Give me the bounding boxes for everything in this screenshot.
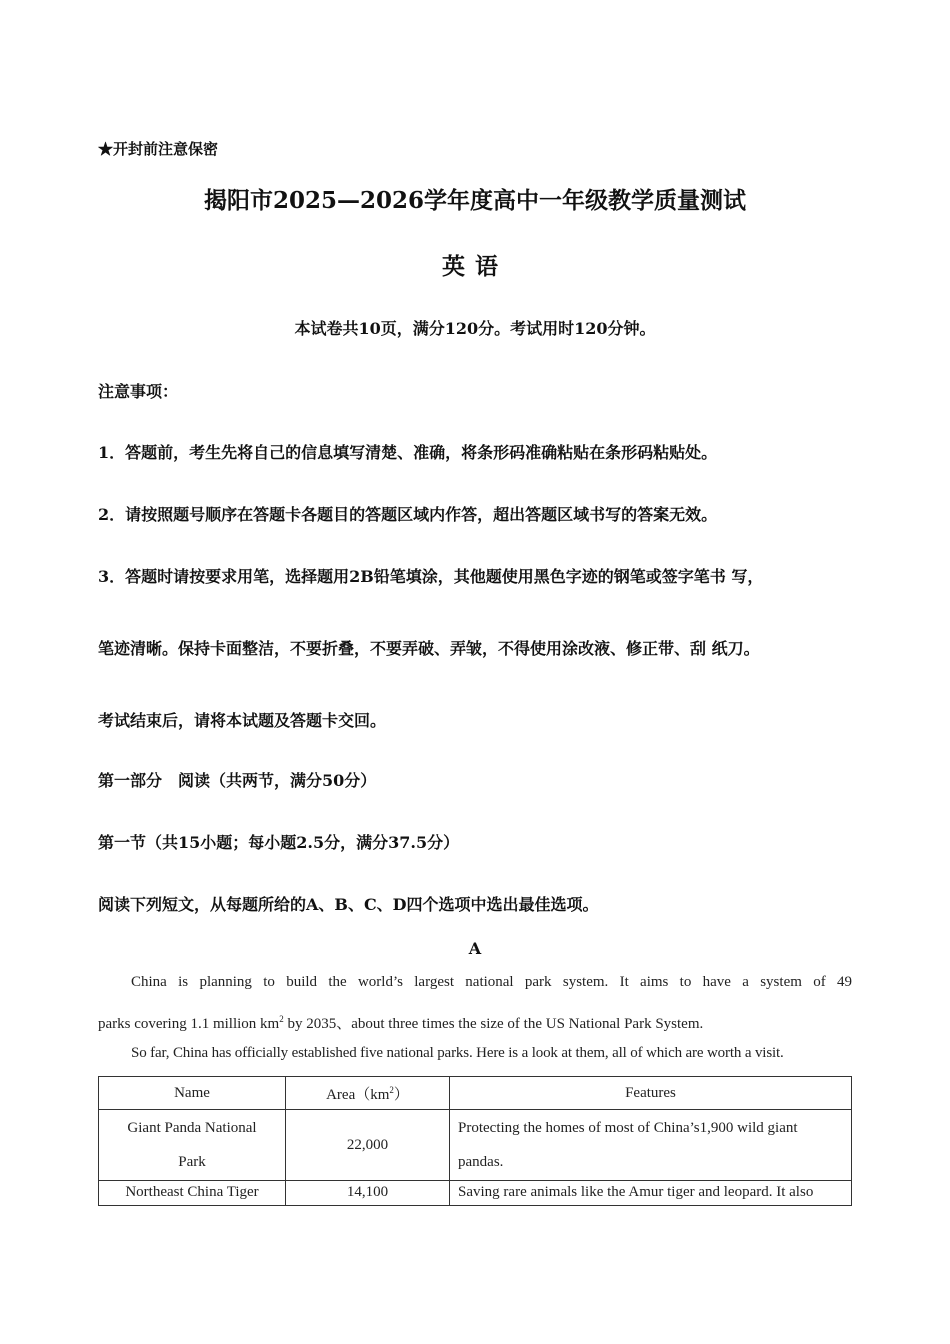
part-one-heading: 第一部分 阅读（共两节，满分50分） [98, 771, 377, 790]
note-item-1: 1．答题前，考生先将自己的信息填写清楚、准确，将条形码准确粘贴在条形码粘贴处。 [98, 443, 718, 462]
subject-title: 英语 [442, 253, 508, 280]
p1-line2-after: by 2035、about three times the size of the US National Park System. [283, 1016, 704, 1032]
km-superscript: 2 [279, 1014, 284, 1024]
table-header-row [99, 1077, 852, 1110]
park-name-line-2: Park [178, 1154, 206, 1170]
exam-title: 揭阳市2025—2026学年度高中一年级教学质量测试 [203, 187, 747, 214]
section-one-heading: 第一节（共15小题；每小题2.5分，满分37.5分） [98, 833, 460, 852]
reading-instruction: 阅读下列短文，从每题所给的A、B、C、D四个选项中选出最佳选项。 [98, 895, 599, 914]
features-line-2: pandas. [458, 1154, 504, 1170]
park-area-cell: 22,000 [286, 1110, 450, 1181]
park-name-line-1: Giant Panda National [127, 1120, 257, 1136]
header-area-superscript: 2 [389, 1084, 394, 1095]
features-line-1: Protecting the homes of most of China’s1,900 wild giant [458, 1120, 798, 1136]
passage-letter: A [468, 939, 482, 958]
table-row [99, 1181, 852, 1206]
paragraph-2: So far, China has officially established five national parks. Here is a look at them, all of which are worth a visit. [131, 1045, 784, 1061]
notes-title: 注意事项： [98, 382, 179, 401]
park-features-cell: Saving rare animals like the Amur tiger and leopard. It also [450, 1181, 852, 1206]
exam-info: 本试卷共10页，满分120分。考试用时120分钟。 [294, 319, 656, 338]
after-exam-note: 考试结束后，请将本试题及答题卡交回。 [98, 711, 387, 730]
note-item-3-continued: 笔迹清晰。保持卡面整洁，不要折叠，不要弄破、弄皱，不得使用涂改液、修正带、刮 纸刀。 [98, 639, 760, 658]
paragraph-1-line-1: China is planning to build the world’s largest national park system. It aims to have a system of 49 [131, 974, 852, 990]
park-name-cell: Northeast China Tiger [99, 1181, 286, 1206]
p1-line2-before: parks covering 1.1 million km [98, 1016, 280, 1032]
seal-notice: ★开封前注意保密 [98, 140, 219, 158]
park-area-cell: 14,100 [286, 1181, 450, 1206]
park-features-cell [450, 1110, 852, 1181]
header-area-label: Area（km [326, 1086, 390, 1103]
header-name: Name [99, 1077, 286, 1110]
park-name-cell [99, 1110, 286, 1181]
table-row [99, 1110, 852, 1181]
header-area [286, 1077, 450, 1110]
note-item-3: 3．答题时请按要求用笔，选择题用2B铅笔填涂，其他题使用黑色字迹的钢笔或签字笔书 写， [98, 567, 764, 586]
note-item-2: 2．请按照题号顺序在答题卡各题目的答题区域内作答，超出答题区域书写的答案无效。 [98, 505, 718, 524]
header-area-close: ） [393, 1086, 409, 1103]
paragraph-1-line-2 [98, 1012, 703, 1033]
header-features: Features [450, 1077, 852, 1110]
national-parks-table [98, 1076, 852, 1206]
